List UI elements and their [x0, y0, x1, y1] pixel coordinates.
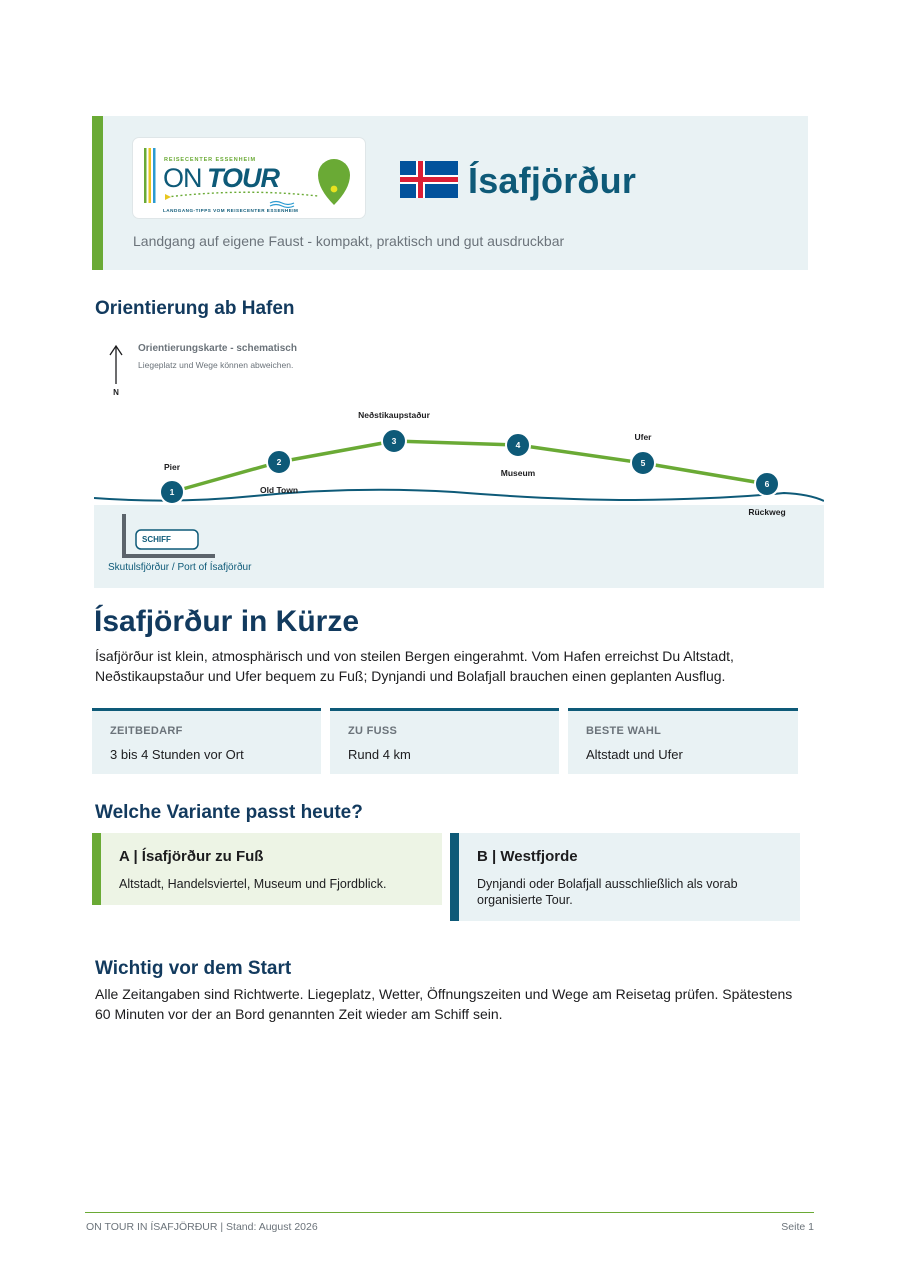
stop-label: Neðstikaupstaður — [358, 410, 430, 420]
stop-label: Ufer — [634, 432, 652, 442]
orientation-map — [94, 336, 824, 588]
fact-card-time — [92, 708, 321, 774]
variant-a-card — [92, 833, 442, 905]
footer-text: ON TOUR IN ÍSAFJÖRÐUR | Stand: August 2026 — [86, 1221, 318, 1233]
important-text: Alle Zeitangaben sind Richtwerte. Liegeplatz, Wetter, Öffnungszeiten und Wege am Reisetag prüfen. Spätestens 60 Minuten vor der an Bord genannten Zeit wieder am Schiff sein. — [95, 986, 793, 1022]
logo-stripe-yellow — [149, 148, 152, 203]
stop-label: Pier — [163, 462, 181, 472]
stop-number: 6 — [764, 479, 770, 489]
summary-intro: Ísafjörður ist klein, atmosphärisch und von steilen Bergen eingerahmt. Vom Hafen erreichst Du Altstadt, Neðstikaupstaður und Ufer bequem zu Fuß; Dynjandi und Bolafjall brauchen einen geplanten Ausflug. — [95, 648, 734, 684]
footer-divider — [85, 1212, 814, 1213]
on-tour-logo — [132, 137, 366, 219]
stop-2 — [260, 450, 298, 495]
logo-plane-icon — [165, 194, 171, 200]
fact-card-walking — [330, 708, 559, 774]
logo-stripe-green — [144, 148, 147, 203]
fact-value: Altstadt und Ufer — [586, 747, 683, 762]
variant-title: B | Westfjorde — [477, 848, 578, 865]
iceland-flag-icon — [400, 161, 458, 198]
header-banner — [92, 116, 808, 270]
stop-number: 2 — [276, 457, 282, 467]
logo-top-text: REISECENTER ESSENHEIM — [164, 157, 256, 163]
stop-6 — [748, 472, 785, 517]
harbour-water — [94, 505, 824, 588]
logo-wave-icon — [270, 202, 294, 205]
fact-value: 3 bis 4 Stunden vor Ort — [110, 747, 244, 762]
ship-label: SCHIFF — [142, 535, 171, 544]
pier-deck — [122, 554, 215, 558]
stop-number: 4 — [515, 440, 521, 450]
logo-pin-dot — [331, 186, 338, 193]
header-tagline: Landgang auf eigene Faust - kompakt, praktisch und gut ausdruckbar — [133, 233, 565, 249]
fact-card-best-choice — [568, 708, 798, 774]
shoreline — [94, 490, 824, 501]
stop-number: 1 — [169, 487, 175, 497]
map-title: Orientierungskarte - schematisch — [138, 343, 297, 354]
stop-5 — [631, 432, 655, 475]
logo-location-pin-icon — [318, 159, 350, 205]
logo-graphic — [133, 138, 367, 220]
logo-brand-tour: TOUR — [207, 163, 280, 193]
pier-post — [122, 514, 126, 558]
fact-label: ZEITBEDARF — [110, 725, 183, 737]
stop-label: Rückweg — [748, 507, 786, 517]
fact-cards — [92, 708, 798, 774]
stop-label: Museum — [500, 468, 536, 478]
fact-label: ZU FUSS — [348, 725, 398, 737]
fact-label: BESTE WAHL — [586, 725, 662, 737]
variants-heading: Welche Variante passt heute? — [95, 802, 363, 823]
map-note: Liegeplatz und Wege können abweichen. — [138, 360, 294, 370]
orientation-heading: Orientierung ab Hafen — [95, 298, 295, 319]
variant-text: Dynjandi oder Bolafjall ausschließlich als vorab organisierte Tour. — [477, 877, 738, 907]
logo-bottom-text: LANDGANG-TIPPS VOM REISECENTER ESSENHEIM — [163, 208, 299, 213]
stop-number: 3 — [391, 436, 397, 446]
variant-b-card — [450, 833, 800, 921]
page-title: Ísafjörður — [468, 160, 637, 201]
port-label: Skutulsfjörður / Port of Ísafjörður — [108, 562, 252, 573]
variant-text: Altstadt, Handelsviertel, Museum und Fjordblick. — [119, 877, 387, 891]
stop-4 — [501, 433, 536, 478]
summary-title: Ísafjörður in Kürze — [94, 605, 360, 638]
stop-label: Old Town — [259, 485, 299, 495]
fact-value: Rund 4 km — [348, 747, 411, 762]
logo-brand-on: ON — [163, 163, 202, 193]
important-heading: Wichtig vor dem Start — [95, 958, 292, 979]
stop-number: 5 — [640, 458, 646, 468]
logo-stripe-blue — [153, 148, 156, 203]
page-number: Seite 1 — [781, 1221, 814, 1233]
variant-title: A | Ísafjörður zu Fuß — [119, 848, 264, 865]
north-label: N — [113, 388, 119, 397]
stop-1 — [160, 462, 184, 504]
